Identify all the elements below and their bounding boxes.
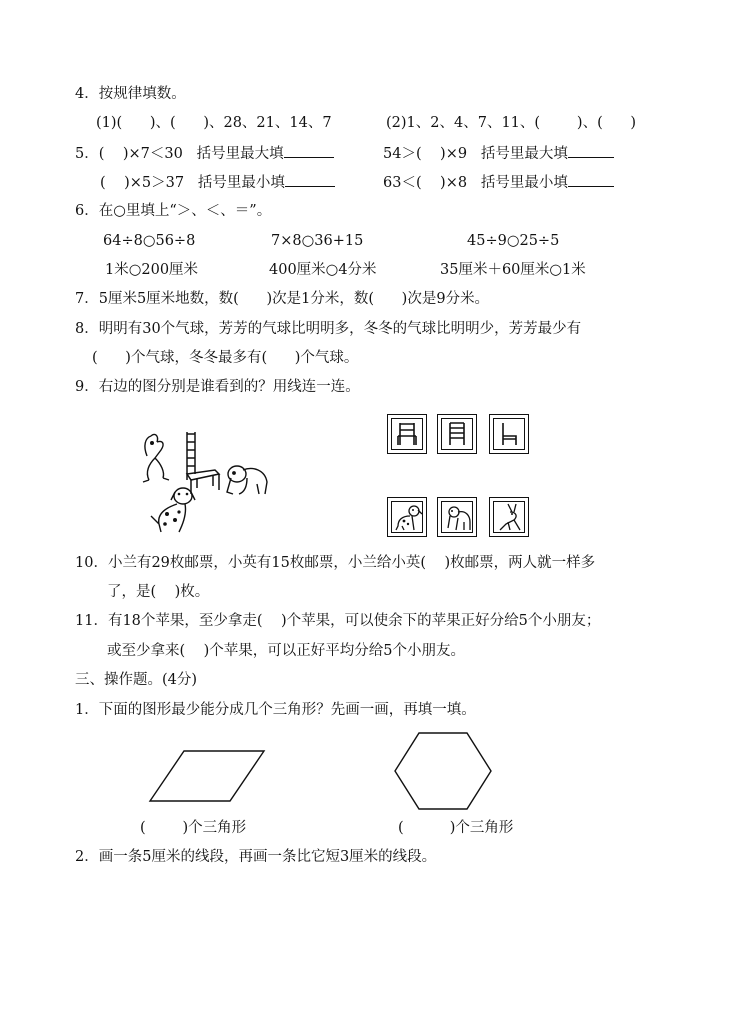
q5-text: 5．( )×7＜30 括号里最大填 <box>75 146 284 162</box>
q8-line2: ( )个气球，冬冬最多有( )个气球。 <box>92 350 359 366</box>
section-3-heading: 三、操作题。(4分) <box>75 672 198 688</box>
op2: 2．画一条5厘米的线段，再画一条比它短3厘米的线段。 <box>75 849 437 865</box>
view-box-chair-front[interactable] <box>387 414 427 454</box>
view-box-chair-back[interactable] <box>437 414 477 454</box>
q6-compare-4: 1米○200厘米 <box>105 262 199 278</box>
q11-line1: 11．有18个苹果，至少拿走( )个苹果，可以使余下的苹果正好分给5个小朋友； <box>75 613 601 629</box>
q5-row2-left <box>100 172 335 193</box>
answer-blank[interactable] <box>568 172 614 187</box>
chair-front-icon <box>396 421 418 447</box>
q10-line2: 了，是( )枚。 <box>107 584 210 600</box>
view-box-dog[interactable] <box>387 497 427 537</box>
q6-compare-6: 35厘米＋60厘米○1米 <box>440 262 586 278</box>
chair-side-icon <box>498 421 520 447</box>
q6-compare-2: 7×8○36+15 <box>271 233 364 249</box>
answer-blank[interactable] <box>284 143 334 158</box>
q5-text: 54＞( )×9 括号里最大填 <box>383 146 568 162</box>
q5-text: 63＜( )×8 括号里最小填 <box>383 175 568 191</box>
q5-row2-right <box>383 172 614 193</box>
op1-answer-right: ( )个三角形 <box>398 820 514 836</box>
dog-icon <box>392 504 424 532</box>
q4-title: 4．按规律填数。 <box>75 86 186 102</box>
q9: 9．右边的图分别是谁看到的？用线连一连。 <box>75 379 360 395</box>
answer-blank[interactable] <box>285 172 335 187</box>
q6-compare-3: 45÷9○25÷5 <box>467 233 560 249</box>
view-box-rabbit[interactable] <box>489 497 529 537</box>
q10-line1: 10．小兰有29枚邮票，小英有15枚邮票，小兰给小英( )枚邮票，两人就一样多 <box>75 555 596 571</box>
rabbit-icon <box>494 502 526 532</box>
q11-line2: 或至少拿来( )个苹果，可以正好平均分给5个小朋友。 <box>107 643 465 659</box>
chair-back-icon <box>446 421 468 447</box>
parallelogram-shape[interactable] <box>148 748 268 804</box>
op1-title: 1．下面的图形最少能分成几个三角形？先画一画，再填一填。 <box>75 702 476 718</box>
hexagon-shape[interactable] <box>393 731 493 811</box>
q4-part2: (2)1、2、4、7、11、( )、( ) <box>386 115 637 131</box>
q9-scene-illustration <box>135 428 275 538</box>
op1-answer-left: ( )个三角形 <box>140 820 247 836</box>
answer-blank[interactable] <box>568 143 614 158</box>
view-box-monkey[interactable] <box>437 497 477 537</box>
q6-compare-5: 400厘米○4分米 <box>269 262 377 278</box>
q6-compare-1: 64÷8○56÷8 <box>103 233 196 249</box>
q5-text: ( )×5＞37 括号里最小填 <box>100 175 285 191</box>
view-box-chair-side[interactable] <box>489 414 529 454</box>
q5-row1-left <box>75 143 334 164</box>
q6-title: 6．在○里填上“＞、＜、＝”。 <box>75 203 272 219</box>
q4-part1: (1)( )、( )、28、21、14、7 <box>96 115 332 131</box>
q8-line1: 8．明明有30个气球，芳芳的气球比明明多，冬冬的气球比明明少，芳芳最少有 <box>75 321 582 337</box>
monkey-icon <box>442 504 474 532</box>
q7: 7．5厘米5厘米地数，数( )次是1分米，数( )次是9分米。 <box>75 291 490 307</box>
q5-row1-right <box>383 143 614 164</box>
